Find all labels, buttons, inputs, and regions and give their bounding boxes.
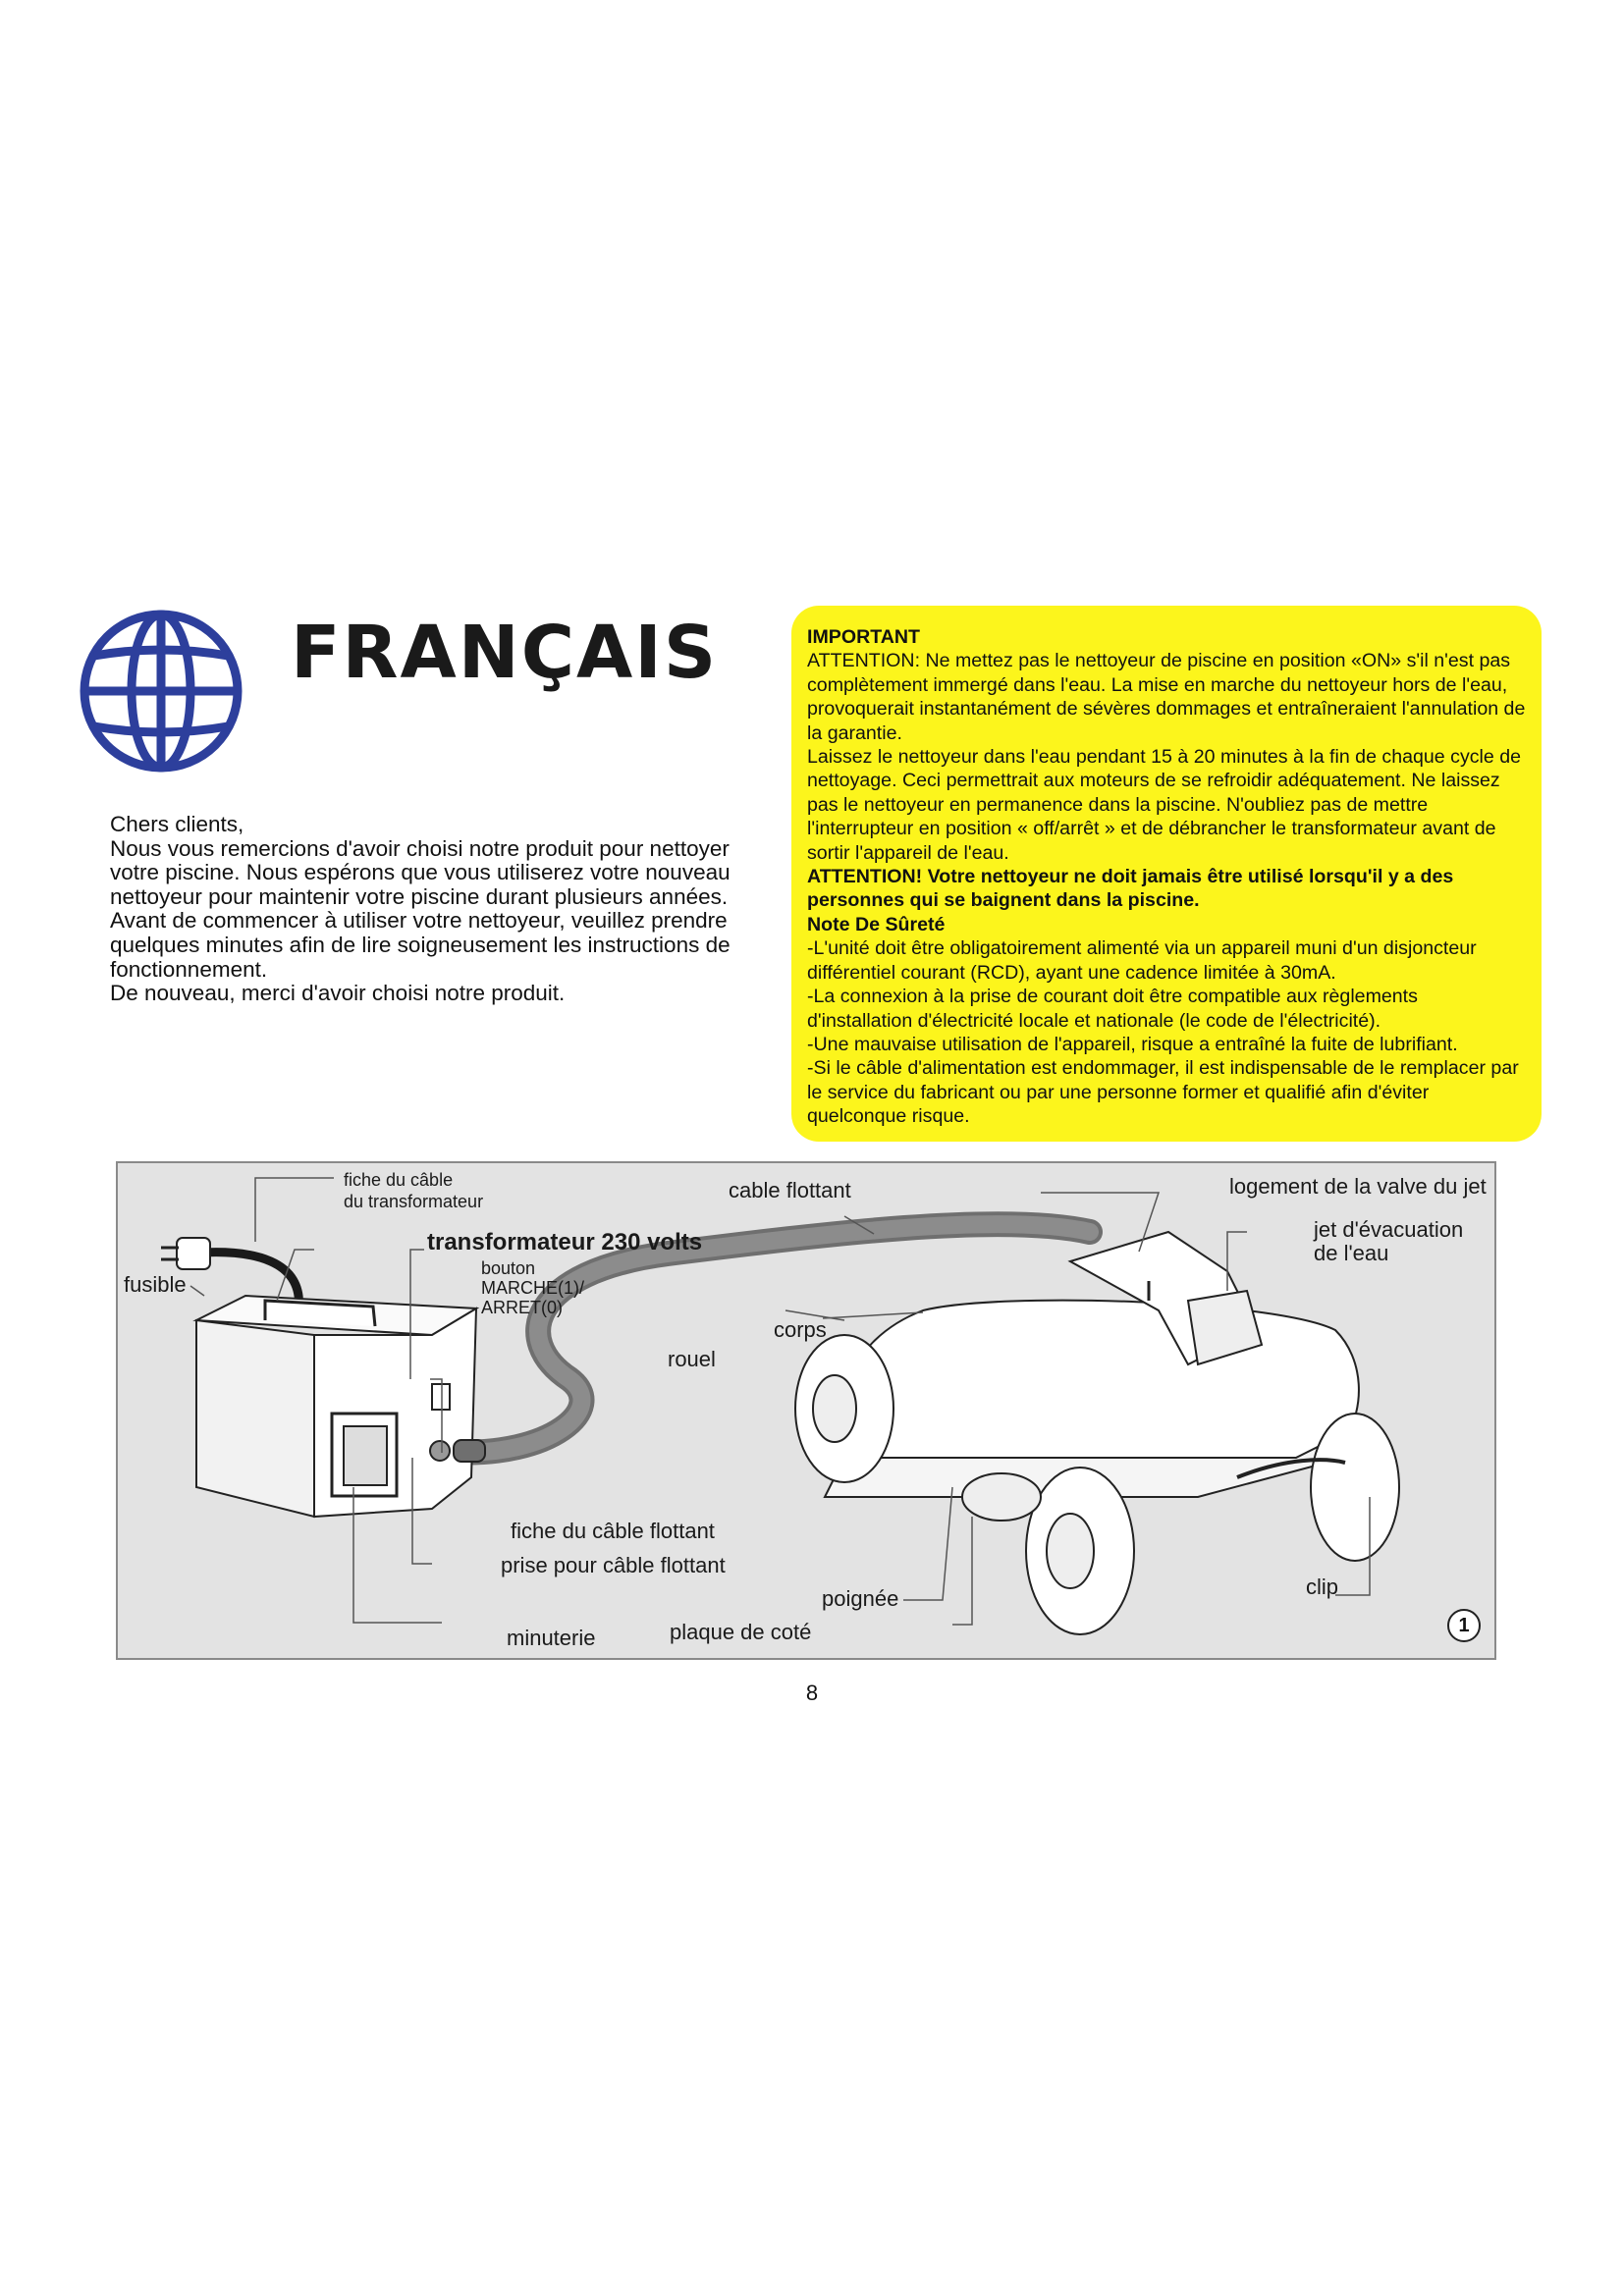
label-plug: fiche du câble — [344, 1170, 454, 1190]
intro-paragraph: Nous vous remercions d'avoir choisi notre produit pour nettoyer votre piscine. Nous espérons que vous utiliserez votre nouveau nettoyeur pour maintenir votre piscine durant plusieurs années. — [110, 835, 731, 909]
cooling-paragraph: Laissez le nettoyeur dans l'eau pendant 15 à 20 minutes à la fin de chaque cycle de nettoyage. Ceci permettrait aux moteurs de se refroidir adéquatement. Ne laissez pas le nettoyeur en permanence dans la piscine. N'oubliez pas de mettre l'interrupteur en position « off/arrêt » et de débrancher le transformateur avant de sortir l'appareil de l'eau. — [807, 746, 1522, 864]
label-water-jet: de l'eau — [1314, 1241, 1389, 1265]
safety-heading: Note De Sûreté — [807, 913, 946, 935]
label-jet-valve-housing: logement de la valve du jet — [1229, 1174, 1487, 1199]
page-number: 8 — [805, 1681, 819, 1705]
label-water-jet: jet d'évacuation — [1314, 1217, 1464, 1242]
globe-icon — [79, 609, 244, 774]
safety-item: -Une mauvaise utilisation de l'appareil, risque a entraîné la fuite de lubrifiant. — [807, 1033, 1458, 1055]
label-body: corps — [774, 1317, 827, 1342]
intro-paragraph: De nouveau, merci d'avoir choisi notre produit. — [110, 981, 566, 1006]
language-title: FRANÇAIS — [291, 611, 719, 695]
important-notice-box — [791, 606, 1542, 1142]
attention-swimmers: ATTENTION! Votre nettoyeur ne doit jamais être utilisé lorsqu'il y a des personnes qui se baignent dans la piscine. — [807, 866, 1454, 912]
safety-item: -Si le câble d'alimentation est endommager, il est indispensable de le remplacer par le service du fabricant ou par une personne former et qualifié afin d'éviter quelconque risque. — [807, 1057, 1519, 1128]
label-switch: ARRET(0) — [481, 1298, 564, 1317]
label-switch: bouton — [481, 1258, 536, 1278]
label-floating-cable: cable flottant — [729, 1178, 851, 1202]
label-handle: poignée — [822, 1586, 899, 1611]
safety-item: -L'unité doit être obligatoirement alimenté via un appareil muni d'un disjoncteur différentiel courant (RCD), ayant une cadence limitée à 30mA. — [807, 937, 1477, 984]
label-floating-cable-socket: prise pour câble flottant — [501, 1553, 726, 1577]
intro-greeting: Chers clients, — [110, 812, 244, 836]
product-diagram — [116, 1161, 1496, 1660]
label-wheel: rouel — [668, 1347, 716, 1371]
label-clip: clip — [1306, 1575, 1339, 1599]
safety-item: -La connexion à la prise de courant doit être compatible aux règlements d'installation d'électricité locale et nationale (le code de l'électricité). — [807, 986, 1418, 1032]
label-floating-cable-plug: fiche du câble flottant — [511, 1519, 715, 1543]
label-plug: du transformateur — [344, 1192, 484, 1211]
label-switch: MARCHE(1)/ — [481, 1278, 585, 1298]
figure-number-badge: 1 — [1447, 1609, 1481, 1642]
label-timer: minuterie — [507, 1626, 596, 1650]
diagram-illustration — [118, 1163, 1496, 1660]
label-fuse: fusible — [124, 1272, 187, 1297]
intro-text — [110, 813, 770, 1006]
label-side-plate: plaque de coté — [670, 1620, 812, 1644]
label-transformer: transformateur 230 volts — [427, 1229, 703, 1255]
important-heading: IMPORTANT — [807, 626, 921, 648]
intro-paragraph: Avant de commencer à utiliser votre nettoyeur, veuillez prendre quelques minutes afin de lire soigneusement les instructions de fonctionnement. — [110, 908, 731, 982]
attention-paragraph: ATTENTION: Ne mettez pas le nettoyeur de piscine en position «ON» s'il n'est pas complètement immergé dans l'eau. La mise en marche du nettoyeur hors de l'eau, provoquerait instantanément de sévères dommages et entraîneraient l'annulation de la garantie. — [807, 650, 1526, 744]
